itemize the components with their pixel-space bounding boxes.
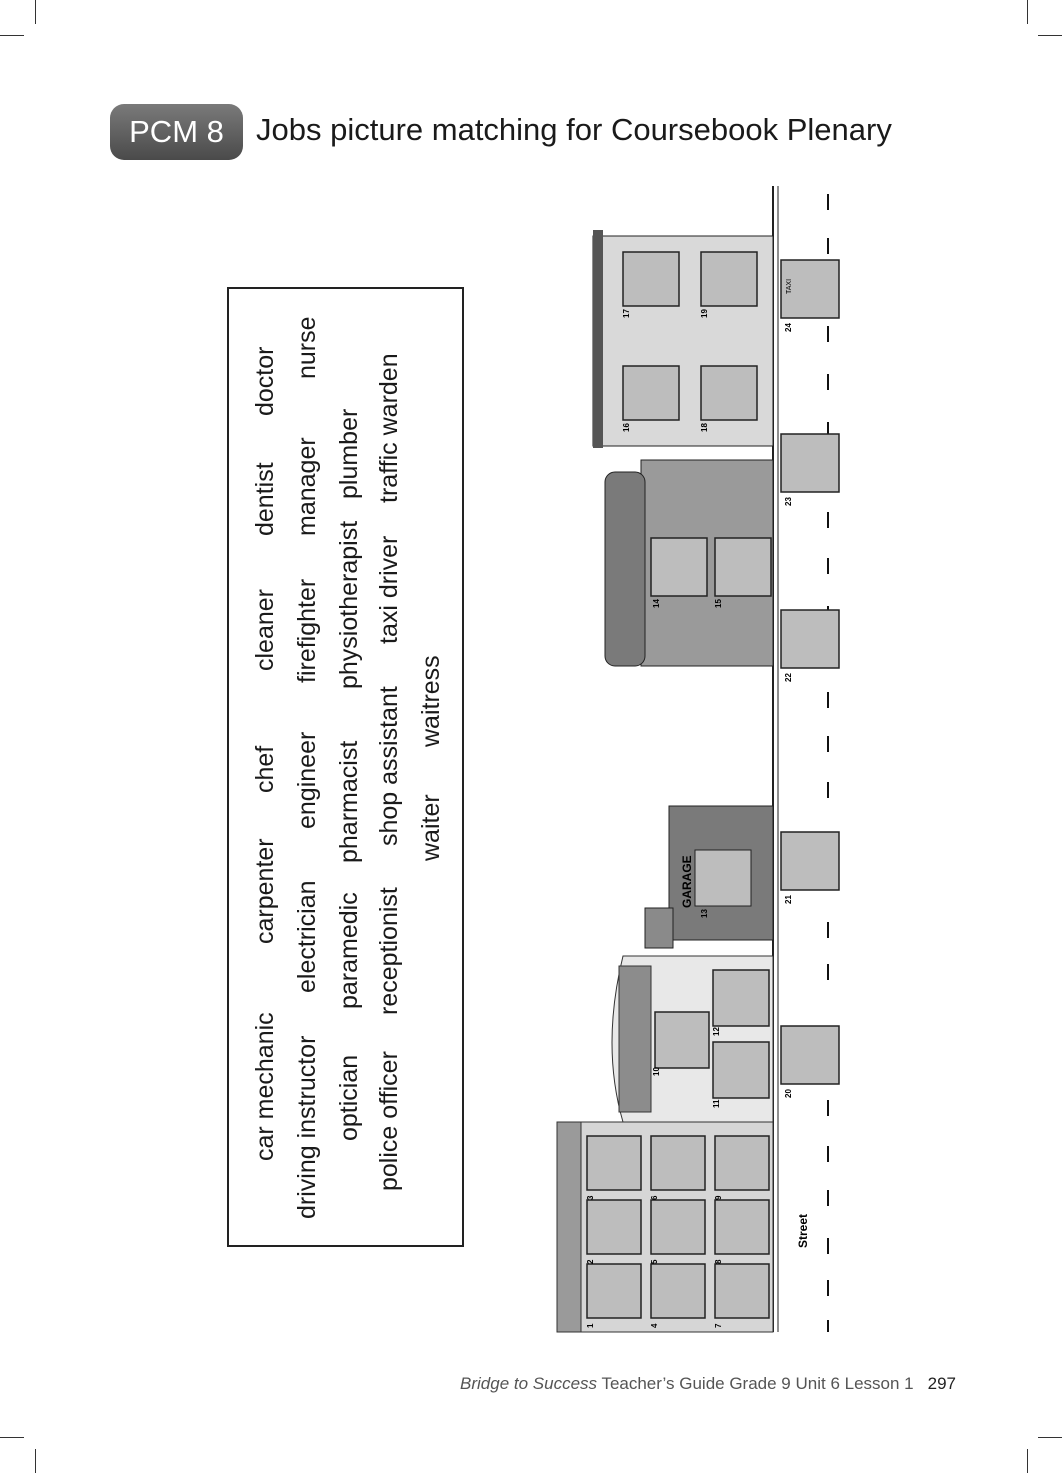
crop-mark [1038,1437,1062,1438]
word-bank [227,287,464,1247]
picture-number: 17 [622,309,631,318]
word-row [375,289,415,1249]
picture-number: 23 [784,497,793,506]
word-item: optician [335,1054,363,1141]
word-item: car mechanic [251,1012,279,1161]
picture-number: 11 [712,1099,721,1108]
word-item: chef [251,745,279,793]
word-item: doctor [251,346,279,416]
word-row [335,289,375,1249]
word-item: plumber [335,408,363,499]
picture-number: 19 [700,309,709,318]
picture-number: 24 [784,323,793,332]
picture-number: 22 [784,673,793,682]
word-item: electrician [293,880,321,993]
word-row [417,289,457,1249]
picture-number: 9 [714,1195,723,1200]
picture-number: 14 [652,599,661,608]
picture-number: 7 [714,1323,723,1328]
picture-number: 16 [622,423,631,432]
book-title: Bridge to Success [460,1374,598,1393]
garage-sign: GARAGE [680,855,694,908]
street-pictures [781,260,839,1084]
word-item: driving instructor [293,1035,321,1219]
picture-number: 10 [652,1067,661,1076]
street-scene [545,186,845,1338]
page-header [110,104,990,162]
footer-text: Teacher’s Guide Grade 9 Unit 6 Lesson 1 [597,1374,914,1393]
picture-number: 3 [586,1195,595,1200]
crop-mark [1027,1449,1028,1473]
page-title: Jobs picture matching for Coursebook Plenary [256,112,892,147]
picture-number: 4 [650,1323,659,1328]
word-row [293,289,333,1249]
word-item: nurse [293,316,321,379]
picture-number: 15 [714,599,723,608]
word-item: dentist [251,462,279,536]
word-item: waitress [417,655,445,747]
word-item: paramedic [335,892,363,1009]
picture-number: 8 [714,1259,723,1264]
taxi-label: TAXI [786,278,793,294]
word-item: manager [293,437,321,536]
picture-number: 13 [700,909,709,918]
picture-number: 5 [650,1259,659,1264]
picture-number: 18 [700,423,709,432]
crop-mark [1038,35,1062,36]
crop-mark [1027,0,1028,24]
page-footer [460,1374,956,1394]
word-item: cleaner [251,589,279,671]
picture-number: 21 [784,895,793,904]
word-item: firefighter [293,578,321,683]
word-item: carpenter [251,838,279,944]
clinic-pictures [587,1136,769,1318]
picture-number: 12 [712,1027,721,1036]
crop-mark [35,1449,36,1473]
word-item: shop assistant [375,686,403,846]
picture-number: 20 [784,1089,793,1098]
picture-number: 6 [650,1195,659,1200]
word-item: taxi driver [375,535,403,644]
word-item: receptionist [375,887,403,1015]
crop-mark [0,35,24,36]
word-item: traffic warden [375,353,403,503]
street-label: Street [796,1213,810,1248]
word-item: waiter [417,794,445,861]
crop-mark [0,1437,24,1438]
word-item: physiotherapist [335,520,363,689]
crop-mark [35,0,36,24]
word-row [251,289,291,1249]
picture-number: 1 [586,1323,595,1328]
word-item: police officer [375,1051,403,1191]
picture-number: 2 [586,1259,595,1264]
pcm-badge: PCM 8 [110,104,243,160]
word-item: engineer [293,731,321,829]
word-item: pharmacist [335,740,363,863]
page-number: 297 [927,1374,956,1393]
